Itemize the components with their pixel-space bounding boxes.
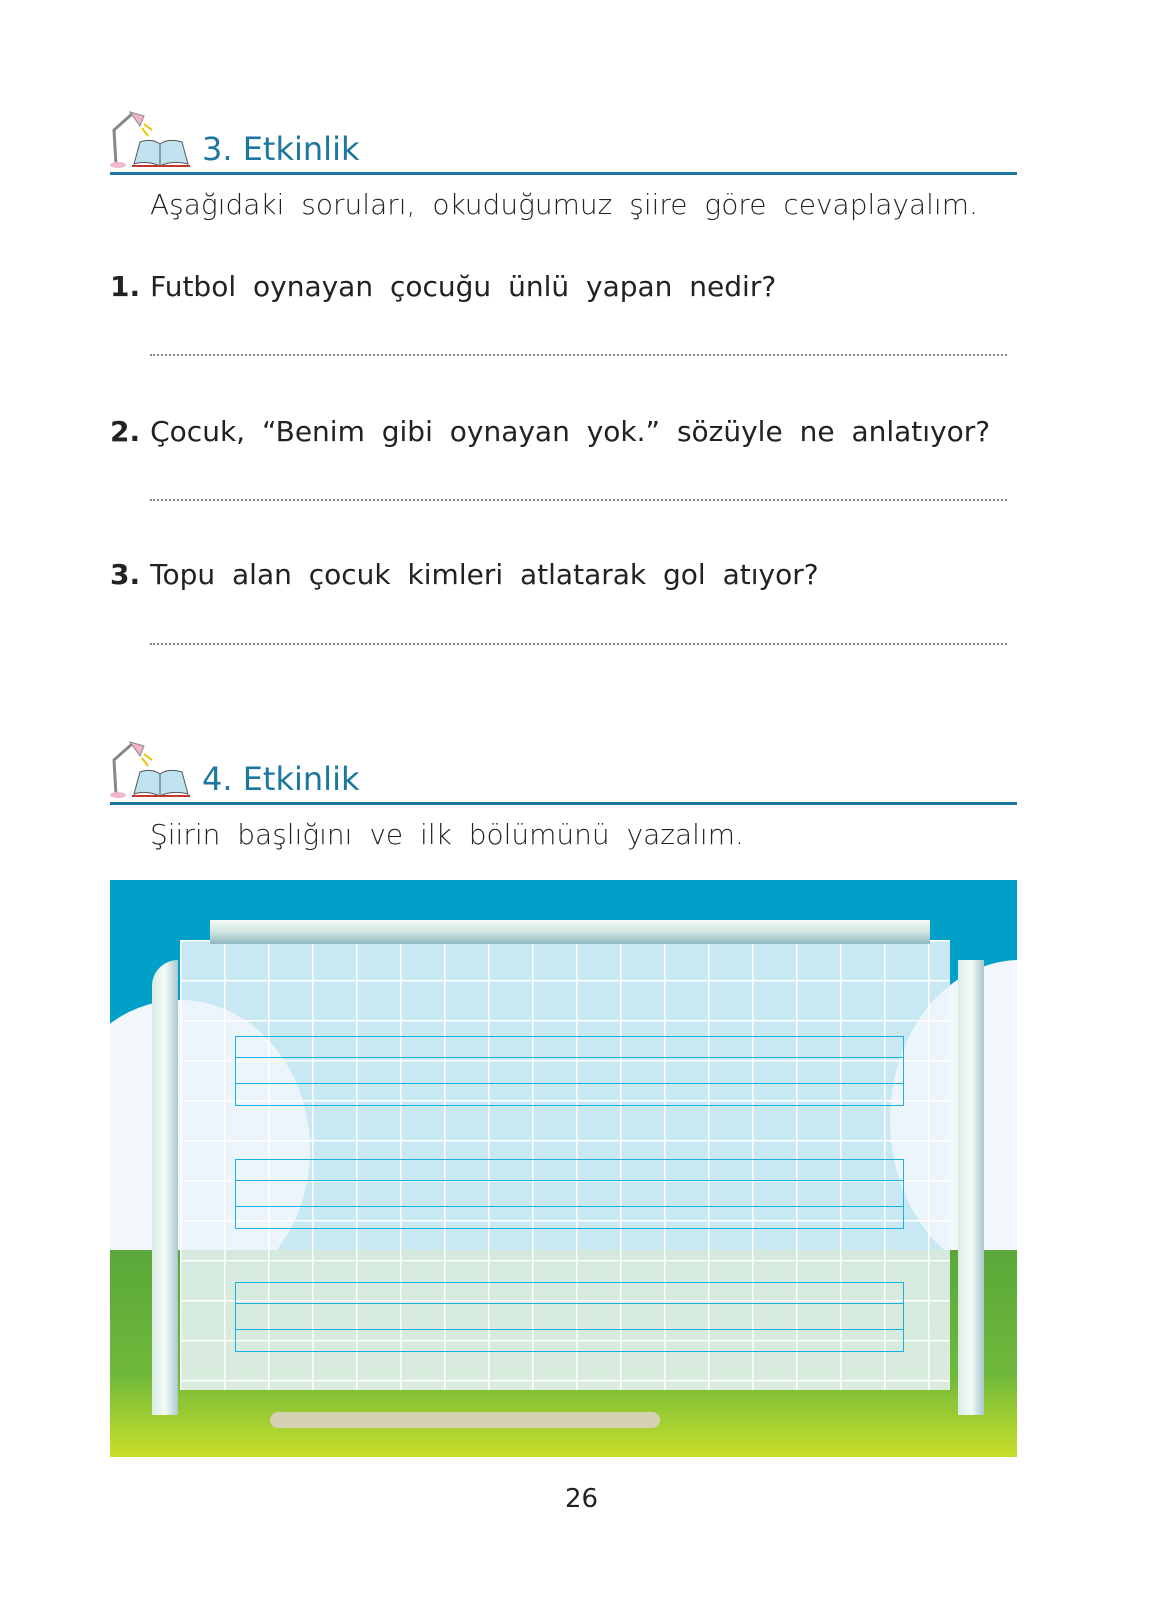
writing-box-3[interactable]	[235, 1282, 904, 1352]
question-3	[110, 558, 819, 591]
right-post	[958, 960, 984, 1415]
goal-line-patch	[270, 1412, 660, 1428]
question-1	[110, 270, 776, 303]
question-number: 1.	[110, 270, 141, 303]
answer-line-1[interactable]	[150, 354, 1007, 356]
writing-box-2[interactable]	[235, 1159, 904, 1229]
answer-line-3[interactable]	[150, 643, 1007, 645]
writing-box-1[interactable]	[235, 1036, 904, 1106]
activity-3-title: 3. Etkinlik	[202, 130, 360, 168]
question-text: Topu alan çocuk kimleri atlatarak gol atıyor?	[150, 558, 819, 591]
football-goal-illustration	[110, 880, 1017, 1457]
page-number: 26	[564, 1484, 599, 1514]
activity-3-heading	[110, 110, 1017, 175]
activity-4-heading	[110, 740, 1017, 805]
question-text: Çocuk, “Benim gibi oynayan yok.” sözüyle ne anlatıyor?	[150, 415, 991, 448]
left-post	[152, 960, 178, 1415]
question-number: 3.	[110, 558, 141, 591]
answer-line-2[interactable]	[150, 499, 1007, 501]
activity-3-instructions: Aşağıdaki soruları, okuduğumuz şiire göre cevaplayalım.	[150, 188, 978, 221]
activity-4-instructions: Şiirin başlığını ve ilk bölümünü yazalım.	[150, 818, 744, 851]
question-text: Futbol oynayan çocuğu ünlü yapan nedir?	[150, 270, 777, 303]
crossbar	[210, 920, 930, 944]
lamp-book-icon	[110, 740, 190, 798]
question-number: 2.	[110, 415, 141, 448]
question-2	[110, 415, 990, 448]
activity-4-title: 4. Etkinlik	[202, 760, 360, 798]
lamp-book-icon	[110, 110, 190, 168]
